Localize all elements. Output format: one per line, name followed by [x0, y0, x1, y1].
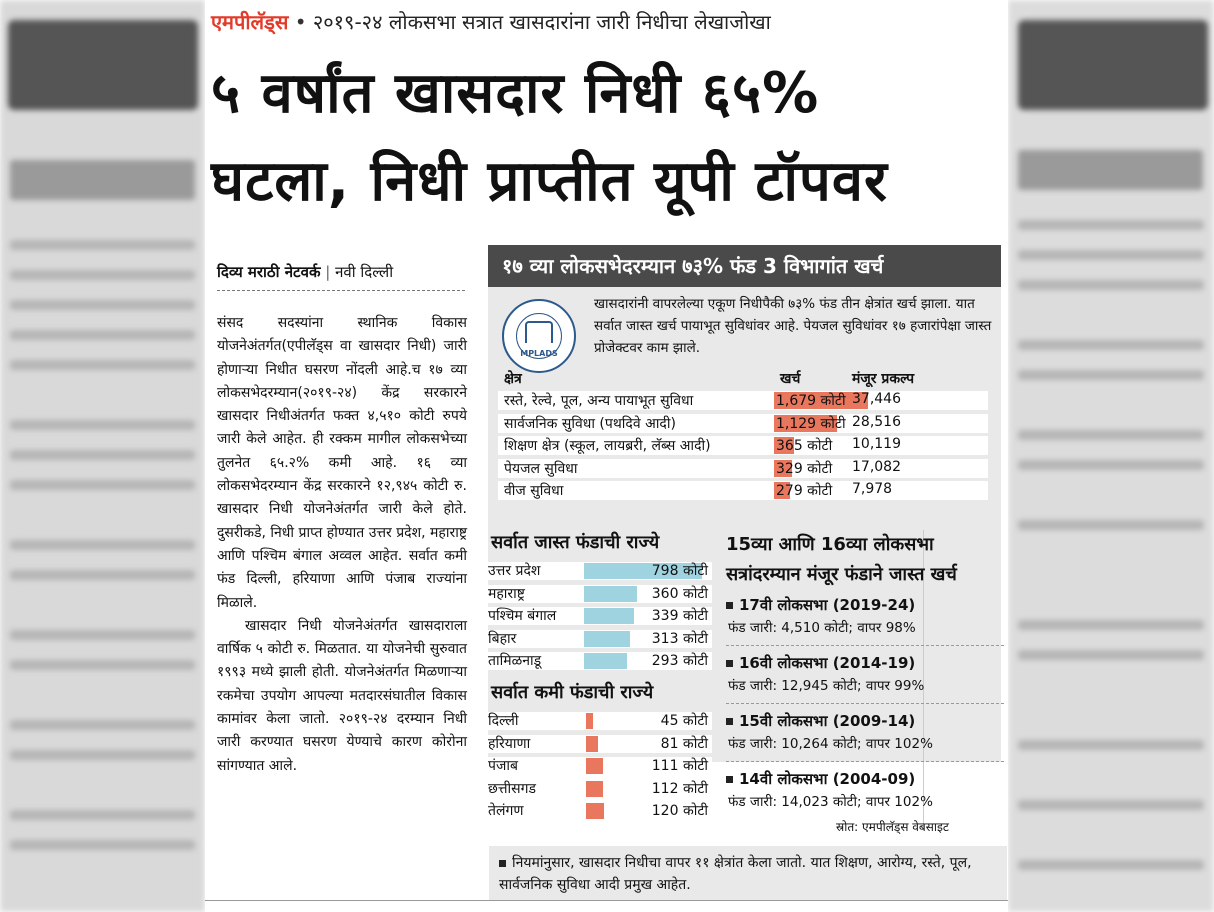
bg-stripe — [1018, 280, 1204, 290]
lok-sabha-item — [726, 595, 1006, 636]
bg-stripe — [1018, 650, 1204, 660]
sector-row — [498, 412, 998, 435]
background-left-blur — [0, 0, 205, 912]
top-states-title: सर्वात जास्त फंडाची राज्ये — [491, 532, 660, 553]
low-states-title: सर्वात कमी फंडाची राज्ये — [491, 682, 654, 703]
bg-headline-blur — [1018, 20, 1208, 110]
low-state-row — [488, 801, 712, 821]
lok-sabha-item — [726, 769, 1006, 810]
sector-projects: 37,446 — [852, 391, 901, 407]
lok-sabha-title-line-2: सत्रांदरम्यान मंजूर फंडाने जास्त खर्च — [726, 564, 957, 585]
lok-sabha-head-text: 16वी लोकसभा (2014-19) — [739, 654, 916, 672]
dashed-divider — [726, 645, 1004, 646]
bullet-square-icon — [726, 602, 733, 609]
lok-sabha-title-line-1: 15व्या आणि 16व्या लोकसभा — [726, 534, 934, 555]
bg-stripe — [1018, 860, 1204, 870]
bg-stripe — [10, 270, 195, 280]
background-right-blur — [1008, 0, 1214, 912]
sector-table — [498, 369, 998, 502]
state-name: उत्तर प्रदेश — [488, 563, 541, 579]
bullet-square-icon — [726, 660, 733, 667]
header-sector: क्षेत्र — [504, 371, 522, 387]
bg-stripe — [10, 570, 195, 580]
bg-stripe — [1018, 800, 1204, 810]
article-body — [217, 312, 467, 778]
headline-line-1: ५ वर्षांत खासदार निधी ६५% — [211, 61, 820, 126]
bg-stripe — [10, 360, 195, 370]
low-state-row — [488, 756, 712, 776]
lok-sabha-heading — [726, 595, 1006, 615]
bg-stripe — [10, 720, 195, 730]
bg-stripe — [10, 330, 195, 340]
emblem-caption: MPLADS — [520, 349, 558, 358]
lok-sabha-title — [726, 530, 957, 590]
top-state-row — [488, 651, 712, 671]
sector-name: सार्वजनिक सुविधा (पथदिवे आदी) — [504, 415, 676, 432]
bg-headline-blur — [8, 20, 198, 110]
bg-stripe — [1018, 250, 1204, 260]
bg-stripe — [10, 750, 195, 760]
state-name: पंजाब — [488, 758, 518, 774]
state-name: छत्तीसगड — [488, 780, 536, 797]
low-state-row — [488, 779, 712, 799]
sector-row — [498, 457, 998, 480]
kicker-dot: • — [294, 10, 307, 34]
state-value: 81 कोटी — [660, 735, 708, 752]
header-spend: खर्च — [780, 371, 801, 387]
header-projects: मंजूर प्रकल्प — [852, 371, 915, 387]
kicker-text: २०१९-२४ लोकसभा सत्रात खासदारांना जारी निधीचा लेखाजोखा — [312, 10, 771, 34]
state-name: दिल्ली — [488, 713, 519, 729]
top-state-row — [488, 629, 712, 649]
bg-stripe — [1018, 520, 1204, 530]
bg-stripe — [1018, 370, 1204, 380]
bg-stripe — [10, 420, 195, 430]
lok-sabha-heading — [726, 769, 1006, 789]
lok-sabha-head-text: 14वी लोकसभा (2004-09) — [739, 770, 916, 788]
state-value: 798 कोटी — [651, 563, 708, 579]
lok-sabha-head-text: 15वी लोकसभा (2009-14) — [739, 712, 916, 730]
state-bar — [586, 713, 593, 729]
sector-row — [498, 389, 998, 412]
lok-sabha-detail: फंड जारी: 12,945 कोटी; वापर 99% — [728, 678, 925, 694]
sector-name: पेयजल सुविधा — [504, 460, 578, 477]
dashed-divider — [726, 703, 1004, 704]
top-state-row — [488, 606, 712, 626]
dashed-divider — [726, 761, 1004, 762]
state-value: 339 कोटी — [651, 608, 708, 624]
lok-sabha-detail: फंड जारी: 10,264 कोटी; वापर 102% — [728, 736, 933, 752]
lok-sabha-head-text: 17वी लोकसभा (2019-24) — [739, 596, 916, 614]
article-paragraph: खासदार निधी योजनेअंतर्गत खासदाराला वार्षिक ५ कोटी रु. मिळतात. या योजनेची सुरुवात १९९३ मध्ये झाली होती. योजनेअंतर्गत मिळणाऱ्या रकमेचा उपयोग आपल्या मतदारसंघातील विकास कामांवर केला जातो. २०१९-२४ दरम्यान निधी जारी करण्यात घसरण येण्याचे कारण कोरोना सांगण्यात आले. — [217, 617, 467, 774]
lok-sabha-heading — [726, 653, 1006, 673]
sector-rows — [498, 389, 998, 502]
headline-line-2: घटला, निधी प्राप्तीत यूपी टॉपवर — [211, 149, 888, 214]
bg-stripe — [10, 450, 195, 460]
bg-bar — [1018, 150, 1203, 190]
state-value: 313 कोटी — [651, 630, 708, 647]
state-value: 120 कोटी — [651, 803, 708, 819]
bg-stripe — [10, 660, 195, 670]
footnote-box — [489, 846, 1007, 900]
lok-sabha-detail: फंड जारी: 4,510 कोटी; वापर 98% — [728, 620, 916, 636]
sector-row — [498, 434, 998, 457]
footnote-text: नियमांनुसार, खासदार निधीचा वापर ११ क्षेत्रांत केला जातो. यात शिक्षण, आरोग्य, रस्ते, पूल, सार्वजनिक सुविधा आदी प्रमुख आहेत. — [499, 855, 972, 893]
kicker-tag: एमपीलॅड्स — [211, 10, 289, 34]
low-state-row — [488, 734, 712, 754]
sector-projects: 17,082 — [852, 458, 901, 475]
state-name: तेलंगण — [488, 803, 524, 819]
state-value: 111 कोटी — [651, 758, 708, 774]
bg-stripe — [1018, 430, 1204, 440]
sector-name: रस्ते, रेल्वे, पूल, अन्य पायाभूत सुविधा — [504, 393, 694, 409]
byline-agency: दिव्य मराठी नेटवर्क — [217, 263, 321, 281]
mplads-emblem-icon — [502, 299, 576, 373]
bg-stripe — [10, 630, 195, 640]
bg-stripe — [10, 480, 195, 490]
byline — [217, 262, 465, 291]
state-value: 45 कोटी — [660, 713, 708, 729]
bg-stripe — [1018, 460, 1204, 470]
bg-stripe — [1018, 340, 1204, 350]
sector-name: शिक्षण क्षेत्र (स्कूल, लायब्ररी, लॅब्स आदी) — [504, 438, 711, 454]
bg-bar — [10, 160, 195, 200]
bg-stripe — [10, 810, 195, 820]
state-bar — [586, 736, 598, 752]
sector-spend: 1,129 कोटी — [776, 415, 846, 432]
sector-row-bg — [498, 481, 988, 500]
bg-stripe — [10, 840, 195, 850]
sector-spend: 1,679 कोटी — [776, 393, 846, 409]
article-paragraph: संसद सदस्यांना स्थानिक विकास योजनेअंतर्गत(एपीलॅड्स वा खासदार निधी) जारी होणाऱ्या निधीत घसरण नोंदली आहे.च १७ व्या लोकसभेदरम्यान(२०१९-२४) केंद्र सरकारने खासदार निधीअंतर्गत फक्त ४,५१० कोटी रुपये जारी केले आहेत. ही रक्कम मागील लोकसभेच्या तुलनेत ६५.२% कमी आहे. १६ व्या लोकसभेदरम्यान केंद्र सरकारने १२,९४५ कोटी रु. खासदार निधी योजनेअंतर्गत जारी केले होते. दुसरीकडे, निधी प्राप्त होण्यात उत्तर प्रदेश, महाराष्ट्र आणि पश्चिम बंगाल अव्वल आहेत. सर्वात कमी फंड दिल्ली, हरियाणा आणि पंजाब राज्यांना मिळाले. — [217, 315, 467, 611]
bg-stripe — [1018, 220, 1204, 230]
bg-stripe — [1018, 740, 1204, 750]
sector-projects: 10,119 — [852, 436, 901, 452]
state-name: महाराष्ट्र — [488, 585, 525, 602]
state-name: पश्चिम बंगाल — [488, 608, 557, 624]
sector-spend: 329 कोटी — [776, 460, 833, 477]
bg-stripe — [1018, 620, 1204, 630]
bottom-rule — [205, 900, 1008, 901]
lok-sabha-heading — [726, 711, 1006, 731]
byline-place: नवी दिल्ली — [335, 263, 394, 281]
lok-sabha-item — [726, 711, 1006, 752]
kicker — [211, 8, 771, 35]
bullet-square-icon — [726, 718, 733, 725]
state-name: तामिळनाडू — [488, 653, 542, 669]
emblem-parliament-shape — [525, 321, 553, 343]
sector-table-header — [498, 369, 998, 389]
sector-intro: खासदारांनी वापरलेल्या एकूण निधीपैकी ७३% फंड तीन क्षेत्रांत खर्च झाला. यात सर्वात जास्त खर्च पायाभूत सुविधांवर आहे. पेयजल सुविधांवर १७ हजारांपेक्षा जास्त प्रोजेक्टवर काम झाले. — [594, 296, 992, 356]
sector-spend: 279 कोटी — [776, 483, 833, 499]
byline-separator: | — [325, 263, 331, 281]
bullet-square-icon — [499, 860, 506, 867]
sector-banner: १७ व्या लोकसभेदरम्यान ७३% फंड 3 विभागांत खर्च — [488, 245, 1001, 287]
bg-stripe — [10, 540, 195, 550]
top-state-row — [488, 561, 712, 581]
state-name: बिहार — [488, 630, 517, 647]
state-name: हरियाणा — [488, 735, 531, 752]
sector-projects: 28,516 — [852, 413, 901, 430]
bullet-square-icon — [726, 776, 733, 783]
sector-spend: 365 कोटी — [776, 438, 833, 454]
sector-projects: 7,978 — [852, 481, 893, 497]
bg-stripe — [10, 240, 195, 250]
bg-stripe — [10, 300, 195, 310]
lok-sabha-item — [726, 653, 1006, 694]
state-value: 293 कोटी — [651, 653, 708, 669]
top-state-row — [488, 584, 712, 604]
low-state-row — [488, 711, 712, 731]
state-value: 360 कोटी — [651, 585, 708, 602]
sector-name: वीज सुविधा — [504, 483, 564, 499]
lok-sabha-detail: फंड जारी: 14,023 कोटी; वापर 102% — [728, 794, 933, 810]
state-value: 112 कोटी — [651, 780, 708, 797]
source-credit: स्रोत: एमपीलॅड्स वेबसाइट — [836, 820, 949, 834]
sector-row — [498, 479, 998, 502]
